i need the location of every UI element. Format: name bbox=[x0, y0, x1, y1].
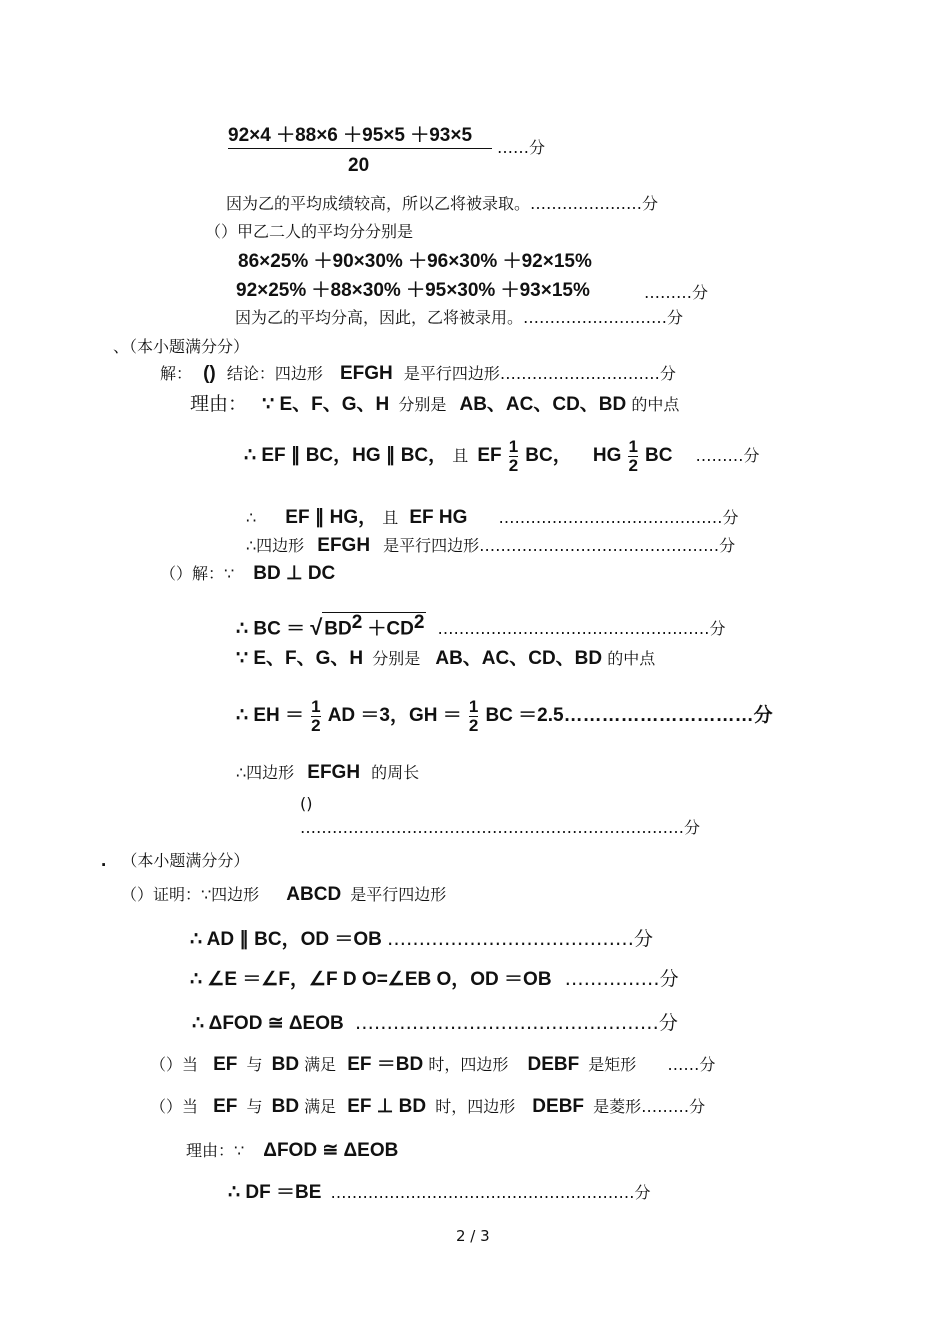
solution-label: 解： bbox=[160, 364, 193, 383]
fraction-half bbox=[311, 698, 320, 735]
segments-list: AB、AC、CD、BD bbox=[435, 648, 603, 669]
bc-label: BC bbox=[645, 445, 673, 466]
df-be-text: ∴ DF ＝BE bbox=[228, 1182, 322, 1203]
therefore-symbol: ∴ bbox=[246, 508, 257, 527]
part2-label: （）解：∵ bbox=[160, 564, 235, 583]
when-label: （）当 bbox=[150, 1055, 199, 1074]
ad-bc-text: ∴ AD ∥ BC，OD ＝OB bbox=[190, 929, 382, 950]
midpoints-list: ∵ E、F、G、H bbox=[262, 394, 390, 415]
proof-row bbox=[121, 885, 446, 905]
angle-text: ∴ ∠E ＝∠F，∠F D O=∠EB O，OD ＝OB bbox=[190, 969, 552, 990]
quad-name: EFGH bbox=[307, 762, 361, 783]
page-number: 2 / 3 bbox=[456, 1227, 490, 1245]
exponent: 2 bbox=[351, 612, 363, 633]
respectively-text: 分别是 bbox=[398, 395, 447, 414]
eh-gh-row bbox=[236, 698, 773, 735]
quad-abcd: ABCD bbox=[286, 884, 342, 905]
fraction-denominator: 2 bbox=[628, 456, 638, 475]
midpoint-text: 的中点 bbox=[607, 649, 656, 668]
rhombus-row bbox=[150, 1097, 705, 1117]
score-mark: ……………分 bbox=[564, 968, 679, 990]
fraction-numerator: 1 bbox=[468, 697, 479, 716]
ef-hg-equal: EF HG bbox=[409, 507, 468, 528]
conclusion-tail: 是平行四边形…………………………分 bbox=[403, 364, 676, 383]
score-mark: ……………………………………分 bbox=[498, 508, 739, 527]
fraction-denominator: 2 bbox=[311, 716, 321, 735]
score-mark: ………分 bbox=[695, 446, 760, 465]
perpendicular-statement: BD ⊥ DC bbox=[253, 563, 336, 584]
cd-term: ＋CD bbox=[367, 618, 414, 640]
satisfy-text: 满足 bbox=[304, 1055, 337, 1074]
quad-prefix: ∴四边形 bbox=[246, 536, 305, 555]
bc-value: BC ＝2.5…………………………分 bbox=[485, 705, 773, 726]
ad-gh-equals: AD ＝3，GH ＝ bbox=[327, 705, 462, 726]
congruent-row bbox=[192, 1013, 678, 1034]
proof-label: （）证明：∵四边形 bbox=[121, 885, 260, 904]
perimeter-row bbox=[236, 763, 419, 783]
rectangle-text: 是矩形 bbox=[588, 1055, 637, 1074]
segments-list: AB、AC、CD、BD bbox=[459, 394, 627, 415]
fraction-denominator: 2 bbox=[468, 716, 479, 735]
ef-parallel-hg: EF ∥ HG， bbox=[285, 507, 378, 528]
bd-label: BD bbox=[271, 1054, 300, 1075]
solution-row bbox=[160, 364, 676, 384]
bd-label: BD bbox=[271, 1096, 300, 1117]
congruent-text: ∴ ΔFOD ≅ ΔEOB bbox=[192, 1013, 344, 1034]
score-mark: ………………………………………………………………分 bbox=[300, 818, 701, 837]
parallelogram-row bbox=[246, 536, 735, 556]
perimeter-text: 的周长 bbox=[371, 763, 420, 782]
rhombus-text: 是菱形………分 bbox=[593, 1097, 706, 1116]
fraction-numerator: 1 bbox=[508, 437, 519, 456]
parallel-text: ∴ EF ∥ BC，HG ∥ BC， bbox=[244, 445, 448, 466]
bc-equals: ∴ BC ＝ bbox=[236, 618, 306, 640]
question-header-2 bbox=[101, 851, 249, 871]
parallelogram-text: 是平行四边形 bbox=[350, 885, 447, 904]
ef-label: EF bbox=[213, 1096, 238, 1117]
conclusion-line-1: 因为乙的平均成绩较高，所以乙将被录取。…………………分 bbox=[226, 194, 659, 213]
bc-sqrt-row bbox=[236, 612, 726, 639]
reason-row-2 bbox=[186, 1141, 398, 1161]
score-mark: …………………………………分 bbox=[386, 928, 653, 950]
with-text: 与 bbox=[246, 1055, 263, 1074]
paren-row: () bbox=[300, 794, 313, 813]
score-mark: …………………………………………分 bbox=[354, 1012, 678, 1034]
hg-label: HG bbox=[592, 445, 622, 466]
ad-bc-row bbox=[190, 929, 653, 950]
congruent-text: ΔFOD ≅ ΔEOB bbox=[263, 1140, 399, 1161]
question-header: 、（本小题满分分） bbox=[113, 337, 250, 356]
when-quad-text: 时，四边形 bbox=[435, 1097, 516, 1116]
part2-heading: （）甲乙二人的平均分分别是 bbox=[205, 222, 414, 241]
score-mark: ……………………………………………分 bbox=[437, 619, 726, 639]
weighted-formula-yi: 92×25% ＋88×30% ＋95×30% ＋93×15% bbox=[236, 280, 590, 301]
question-dot: . bbox=[101, 850, 107, 871]
fraction-half bbox=[469, 698, 478, 735]
reason-row bbox=[190, 394, 679, 415]
fraction-denominator: 2 bbox=[508, 456, 519, 475]
eh-equals: ∴ EH ＝ bbox=[236, 705, 305, 726]
conclusion-label: 结论：四边形 bbox=[226, 364, 323, 383]
quad-name: EFGH bbox=[339, 363, 393, 384]
ef-label: EF bbox=[213, 1054, 238, 1075]
fraction-half bbox=[628, 438, 637, 475]
bd-term: BD bbox=[324, 618, 352, 640]
parallel-row bbox=[244, 438, 760, 475]
and-text: 且 bbox=[452, 446, 469, 465]
formula-numerator bbox=[228, 126, 492, 149]
part-number: () bbox=[203, 363, 216, 384]
score-mark: ……分 bbox=[497, 138, 546, 157]
part2-solution bbox=[160, 564, 335, 584]
parallelogram-tail: 是平行四边形………………………………………分 bbox=[383, 536, 736, 555]
weighted-formula-jia: 86×25% ＋90×30% ＋96×30% ＋92×15% bbox=[238, 251, 592, 272]
satisfy-text: 满足 bbox=[304, 1097, 337, 1116]
bc-label: BC， bbox=[525, 445, 572, 466]
ef-perp-bd: EF ⊥ BD bbox=[347, 1096, 427, 1117]
question-score: （本小题满分分） bbox=[121, 851, 250, 870]
conclusion-line-2: 因为乙的平均分高，因此，乙将被录用。………………………分 bbox=[235, 308, 684, 327]
reason-label: 理由： bbox=[190, 393, 248, 415]
fraction-numerator: 1 bbox=[311, 697, 321, 716]
fraction-numerator: 1 bbox=[628, 437, 638, 456]
score-mark: …………………………………………………分 bbox=[330, 1183, 651, 1202]
quad-prefix: ∴四边形 bbox=[236, 763, 295, 782]
respectively-text: 分别是 bbox=[372, 649, 421, 668]
numerator-text: 92×4 ＋88×6 ＋95×5 ＋93×5 bbox=[228, 125, 473, 146]
exponent: 2 bbox=[413, 612, 425, 633]
angle-row bbox=[190, 969, 679, 990]
formula-denominator: 20 bbox=[348, 155, 370, 176]
ef-hg-row bbox=[246, 508, 739, 528]
with-text: 与 bbox=[246, 1097, 263, 1116]
quad-debf: DEBF bbox=[532, 1096, 585, 1117]
midpoint-text: 的中点 bbox=[631, 395, 680, 414]
midpoints-row-2 bbox=[236, 649, 655, 669]
fraction-half bbox=[509, 438, 518, 475]
and-text: 且 bbox=[382, 508, 399, 527]
quad-debf: DEBF bbox=[527, 1054, 580, 1075]
sqrt-sign: √ bbox=[310, 614, 323, 640]
midpoints-list: ∵ E、F、G、H bbox=[236, 648, 364, 669]
reason-label: 理由：∵ bbox=[186, 1141, 245, 1160]
when-label: （）当 bbox=[150, 1097, 199, 1116]
ef-label: EF bbox=[477, 445, 502, 466]
score-mark: ………分 bbox=[644, 283, 709, 302]
df-be-row bbox=[228, 1183, 650, 1203]
sqrt-body bbox=[322, 612, 426, 639]
ef-equals-bd: EF ＝BD bbox=[347, 1054, 424, 1075]
when-quad-text: 时，四边形 bbox=[428, 1055, 509, 1074]
score-mark: ……分 bbox=[667, 1055, 716, 1074]
rectangle-row bbox=[150, 1055, 715, 1075]
quad-name: EFGH bbox=[317, 535, 371, 556]
